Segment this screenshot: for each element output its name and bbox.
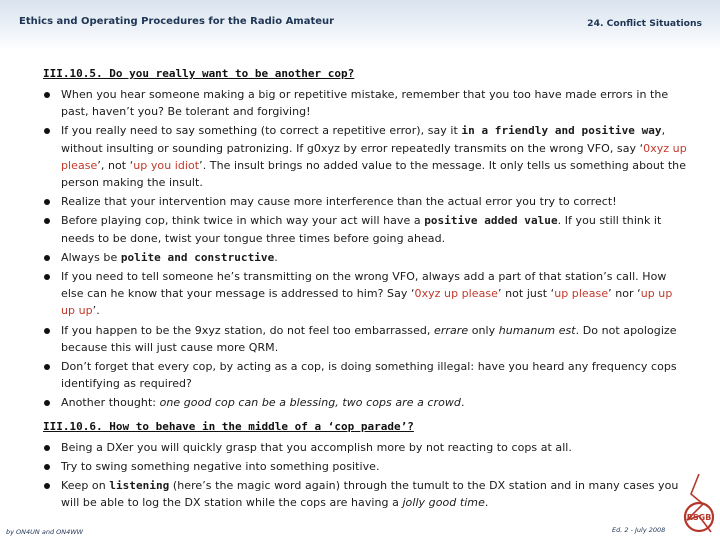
bullet-text: If you need to tell someone he’s transmitting on the wrong VFO, always add a part of that station’s call. How else can he know that your message is addressed to him? Say ‘: [61, 270, 667, 301]
bullet-text: , without insulting or sounding patronizing. If g0xyz by error repeatedly transmits on the wrong VFO, say ‘: [61, 124, 666, 155]
section1-bullet-item: [43, 394, 688, 411]
bullet-text: Being a DXer you will quickly grasp that you accomplish more by not reacting to cops at all.: [61, 440, 572, 454]
bullet-icon: [44, 464, 50, 470]
section1-bullet-item: [43, 249, 688, 266]
bullet-text: humanum est: [498, 323, 576, 337]
footer-edition: Ed. 2 - July 2008: [612, 526, 666, 534]
bullet-list-cop: [43, 86, 688, 412]
section1-bullet-item: [43, 86, 688, 120]
section1-bullet-item: [43, 358, 688, 392]
bullet-text: Try to swing something negative into something positive.: [61, 459, 380, 473]
footer-authors: by ON4UN and ON4WW: [6, 528, 84, 536]
bullet-text: Before playing cop, think twice in which way your act will have a: [61, 214, 425, 228]
bullet-text: (here’s the magic word again) through the tumult to the DX station and in many cases you will be able to log the DX station while the cops are having a: [61, 479, 679, 510]
bullet-text: positive added value: [424, 214, 558, 228]
bullet-icon: [44, 92, 50, 98]
bullet-list-cop-parade: [43, 439, 688, 512]
bullet-text: up up up up: [61, 287, 673, 318]
slide-header: [0, 0, 720, 50]
bullet-text: Another thought:: [61, 396, 160, 410]
bullet-text: Keep on: [61, 479, 110, 493]
bullet-text: If you happen to be the 9xyz station, do not feel too embarrassed,: [61, 323, 435, 337]
section1-bullet-item: [43, 268, 688, 320]
bullet-icon: [44, 199, 50, 205]
bullet-text: only: [468, 323, 499, 337]
header-chapter-title: 24. Conflict Situations: [587, 18, 702, 29]
bullet-icon: [44, 400, 50, 406]
rsgb-logo-icon: [679, 470, 719, 540]
bullet-text: If you really need to say something (to correct a repetitive error), say it: [61, 124, 462, 138]
bullet-text: ’.: [92, 304, 100, 318]
bullet-text: 0xyz up please: [61, 141, 687, 172]
bullet-text: up you idiot: [133, 158, 200, 172]
bullet-icon: [44, 483, 50, 489]
bullet-text: ’ not just ‘: [498, 287, 555, 301]
bullet-text: . If you still think it needs to be done, twist your tongue three times before going ahead.: [61, 214, 662, 245]
bullet-text: ’, not ‘: [97, 158, 134, 172]
bullet-text: Don’t forget that every cop, by acting as a cop, is doing something illegal: have you heard any frequency cops identifying as required?: [61, 360, 677, 391]
bullet-icon: [44, 328, 50, 334]
section1-bullet-item: [43, 193, 688, 210]
slide-content: [43, 67, 688, 513]
section1-bullet-item: [43, 122, 688, 191]
bullet-text: . Do not apologize because this will just cause more QRM.: [61, 323, 677, 354]
section2-bullet-item: [43, 458, 688, 475]
bullet-text: ’ nor ‘: [608, 287, 641, 301]
section-title-cop: III.10.5. Do you really want to be another cop?: [43, 67, 355, 80]
bullet-text: errare: [434, 323, 469, 337]
bullet-text: polite and constructive: [120, 250, 275, 264]
bullet-text: one good cop can be a blessing, two cops are a crowd: [159, 396, 461, 410]
section1-bullet-item: [43, 212, 688, 246]
bullet-text: When you hear someone making a big or repetitive mistake, remember that you too have made errors in the past, haven’t you? Be tolerant and forgiving!: [61, 88, 669, 119]
bullet-text: .: [460, 396, 465, 410]
bullet-text: ’. The insult brings no added value to the message. It only tells us something about the person making the insult.: [61, 158, 687, 190]
section2-bullet-item: [43, 477, 688, 511]
bullet-text: up please: [554, 287, 609, 301]
bullet-text: in a friendly and positive way: [461, 124, 662, 138]
bullet-text: .: [484, 496, 489, 510]
bullet-text: .: [274, 250, 278, 264]
bullet-icon: [44, 274, 50, 280]
section-title-cop-parade: III.10.6. How to behave in the middle of a ‘cop parade’?: [43, 419, 414, 433]
bullet-text: jolly good time: [402, 496, 485, 510]
bullet-icon: [44, 218, 50, 224]
bullet-text: listening: [109, 479, 170, 493]
rsgb-logo-text: RSGB: [686, 513, 712, 522]
bullet-text: 0xyz up please: [414, 287, 499, 301]
section2-bullet-item: [43, 439, 688, 456]
bullet-icon: [44, 128, 50, 134]
bullet-icon: [44, 364, 50, 370]
bullet-icon: [44, 445, 50, 451]
bullet-icon: [44, 255, 50, 261]
bullet-text: Always be: [61, 250, 121, 264]
header-document-title: Ethics and Operating Procedures for the Radio Amateur: [19, 16, 335, 27]
bullet-text: Realize that your intervention may cause more interference than the actual error you try to correct!: [61, 195, 617, 209]
section1-bullet-item: [43, 322, 688, 356]
